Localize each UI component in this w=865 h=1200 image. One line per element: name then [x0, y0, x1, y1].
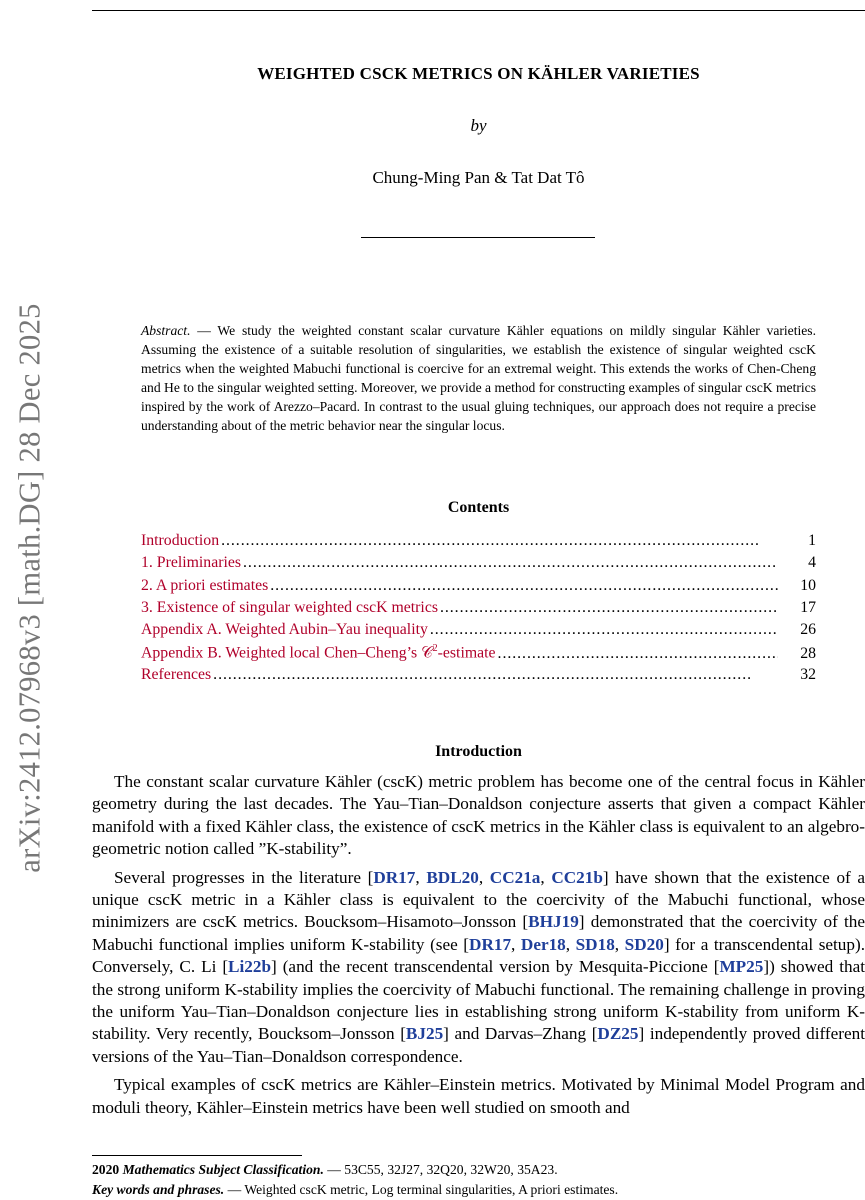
text-run: ] for a transcendental setup). Conversely, C. Li [	[92, 934, 865, 977]
text-run: ]) showed that the strong uniform K-stability implies the coercivity of Mabuchi functional. The remaining challenge in proving the uniform Yau–Tian–Donaldson conjecture lies in establishing strong uniform K-stability from uniform K-stability. Very recently, Boucksom–Jonsson [	[92, 957, 865, 1044]
abstract-text: We study the weighted constant scalar curvature Kähler equations on mildly singular Kähler varieties. Assuming the existence of a suitable resolution of singularities, we establish the existence of singular weighted cscK metrics when the weighted Mabuchi functional is coercive for an extremal weight. This extends the works of Chen-Cheng and He to the singular weighted setting. Moreover, we provide a method for constructing examples of singular cscK metrics inspired by the work of Arezzo–Pacard. In contrast to the usual gluing techniques, our approach does not require a precise understanding about of the metric behavior near the singular locus.	[141, 323, 816, 433]
toc-entry-existence[interactable]	[141, 599, 816, 621]
toc-entry-preliminaries[interactable]	[141, 554, 816, 576]
text-run: ] (and the recent transcendental version by Mesquita-Piccione [	[271, 957, 720, 977]
citation-link[interactable]: Der18	[520, 934, 566, 954]
superscript-2: 2	[432, 643, 438, 655]
toc-page-number: 17	[800, 598, 816, 616]
msc-values: 53C55, 32J27, 32Q20, 32W20, 35A23.	[344, 1162, 558, 1177]
toc-leader	[430, 621, 778, 639]
text-run: Several progresses in the literature [	[114, 867, 374, 887]
toc-leader	[270, 577, 778, 595]
toc-page-number: 1	[808, 532, 816, 549]
arxiv-identifier[interactable]: arXiv:2412.07968v3 [math.DG] 28 Dec 2025	[12, 303, 47, 873]
c-script-symbol: 𝒞	[421, 644, 433, 662]
citation-link[interactable]: BDL20	[426, 867, 479, 887]
citation-link[interactable]: BJ25	[405, 1024, 444, 1044]
text-run: ] independently proved different versions of the Yau–Tian–Donaldson correspondence.	[92, 1024, 865, 1066]
citation-link[interactable]: CC21a	[489, 867, 541, 887]
citation-link[interactable]: CC21b	[551, 867, 603, 887]
citation-link[interactable]: Li22b	[228, 957, 272, 977]
toc-page-number: 10	[800, 576, 816, 594]
text-run: ,	[415, 867, 427, 887]
toc-entry-a-priori-estimates[interactable]	[141, 577, 816, 599]
toc-appendix-b-title: Appendix B. Weighted local Chen–Cheng’s	[141, 644, 422, 662]
contents-heading: Contents	[447, 499, 510, 516]
toc-link-appendix-a[interactable]: Appendix A. Weighted Aubin–Yau inequality	[141, 621, 428, 639]
citation-link[interactable]: BHJ19	[528, 912, 579, 932]
toc-leader	[243, 554, 778, 572]
citation-link[interactable]: SD20	[624, 934, 664, 954]
intro-paragraph-3: Typical examples of cscK metrics are Kähler–Einstein metrics. Motivated by Minimal Model Program and moduli theory, Kähler–Einstein metrics have been well studied on smooth and	[92, 1075, 865, 1117]
toc-link-references[interactable]: References	[141, 665, 212, 683]
title-separator	[361, 237, 595, 238]
intro-paragraph-1: The constant scalar curvature Kähler (cscK) metric problem has become one of the central focus in Kähler geometry during the last decades. The Yau–Tian–Donaldson conjecture asserts that given a compact Kähler manifold with a fixed Kähler class, the existence of cscK metrics in the Kähler class is equivalent to an algebro-geometric notion called ”K-stability”.	[92, 772, 865, 859]
toc-page-number: 32	[800, 665, 816, 683]
author-names: Chung-Ming Pan & Tat Dat Tô	[372, 168, 585, 187]
text-run: ] and Darvas–Zhang [	[443, 1024, 598, 1044]
paper-title: WEIGHTED CSCK METRICS ON KÄHLER VARIETIES	[257, 64, 700, 83]
intro-paragraph-2	[92, 867, 865, 1069]
text-run: ] have shown that the existence of a unique cscK metric in a Kähler class is equivalent to the coercivity of the Mabuchi functional, whose minimizers are cscK metrics. Boucksom–Hisamoto–Jonsson [	[92, 867, 865, 932]
keywords-label: Key words and phrases.	[92, 1182, 225, 1197]
keywords-values: Weighted cscK metric, Log terminal singularities, A priori estimates.	[244, 1182, 619, 1197]
toc-link-introduction[interactable]: Introduction	[141, 532, 220, 549]
toc-entry-references[interactable]	[141, 666, 816, 688]
msc-year: 2020	[92, 1162, 120, 1177]
toc-entry-appendix-b[interactable]	[141, 643, 816, 665]
table-of-contents	[141, 532, 816, 688]
top-rule	[92, 10, 865, 11]
toc-link-appendix-b[interactable]	[141, 643, 496, 662]
toc-page-number: 26	[800, 621, 816, 639]
citation-link[interactable]: DR17	[373, 867, 416, 887]
toc-page-number: 4	[808, 554, 816, 572]
msc-dash: —	[323, 1162, 345, 1177]
toc-appendix-b-title-end: -estimate	[437, 644, 496, 662]
introduction-body	[92, 771, 865, 1125]
text-run: ,	[614, 934, 625, 954]
toc-leader	[498, 645, 778, 663]
footnote-rule	[92, 1155, 302, 1156]
toc-page-number: 28	[800, 644, 816, 662]
abstract-label: Abstract.	[141, 323, 191, 338]
keywords-dash: —	[224, 1182, 245, 1197]
citation-link[interactable]: MP25	[719, 957, 764, 977]
text-run: ,	[540, 867, 552, 887]
toc-link-existence[interactable]: 3. Existence of singular weighted cscK metrics	[141, 598, 438, 616]
citation-link[interactable]: DZ25	[597, 1024, 639, 1044]
toc-link-preliminaries[interactable]: 1. Preliminaries	[141, 554, 242, 572]
toc-entry-appendix-a[interactable]	[141, 621, 816, 643]
toc-link-a-priori-estimates[interactable]: 2. A priori estimates	[141, 576, 269, 594]
introduction-heading: Introduction	[435, 743, 522, 760]
text-run: ,	[565, 934, 576, 954]
toc-leader	[221, 532, 778, 550]
by-line: by	[470, 116, 487, 135]
toc-leader	[440, 599, 778, 617]
msc-label: Mathematics Subject Classification.	[122, 1162, 324, 1177]
toc-leader	[213, 666, 778, 684]
footnote-keywords	[92, 1182, 865, 1198]
text-run: ,	[511, 934, 521, 954]
text-run: ] demonstrated that the coercivity of the Mabuchi functional implies uniform K-stability (see [	[92, 912, 865, 954]
toc-entry-introduction[interactable]	[141, 532, 816, 554]
abstract-dash: —	[190, 323, 218, 338]
abstract	[141, 321, 816, 435]
footnote-msc	[92, 1162, 865, 1178]
text-run: ,	[478, 867, 490, 887]
citation-link[interactable]: DR17	[469, 934, 512, 954]
citation-link[interactable]: SD18	[575, 934, 615, 954]
